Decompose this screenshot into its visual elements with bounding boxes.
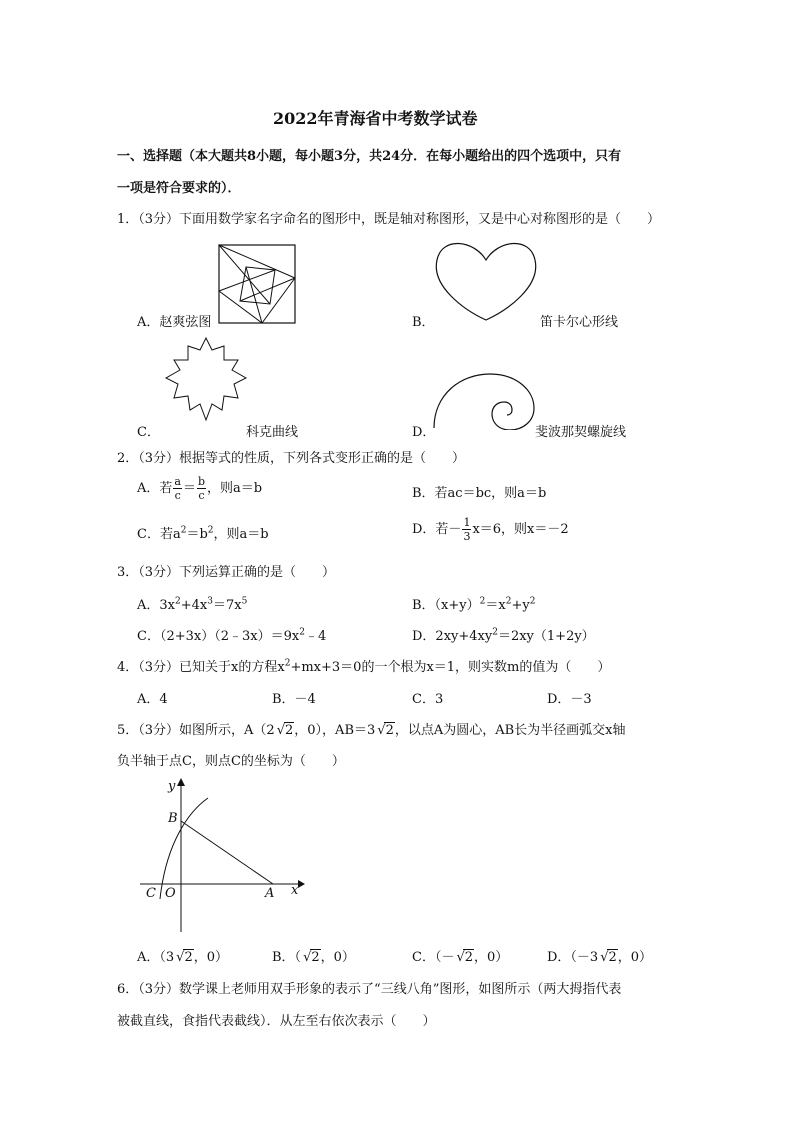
q2-d-num: 1 — [463, 516, 471, 529]
q5-l1-sqrt1: √2 — [276, 723, 294, 738]
q2-a-pre: A．若 — [137, 481, 173, 496]
q2-c-post: ，则a＝b — [213, 527, 269, 542]
q5-c-1: C．（－ — [412, 950, 455, 965]
q3-a-1: A．3x — [137, 598, 175, 613]
q3-a-4: 3 — [207, 596, 213, 607]
q2-option-d — [412, 516, 569, 543]
q5-coordinate-figure — [140, 774, 310, 934]
q3-b-4: 2 — [505, 596, 512, 607]
q2-c-sup1: 2 — [180, 525, 187, 536]
q5-option-d — [547, 946, 652, 965]
q5-option-a — [137, 946, 228, 965]
q1-option-d: D． — [412, 425, 436, 440]
q3-a-3: +4x — [180, 598, 208, 613]
q2-a-num1: a — [174, 475, 181, 488]
q3-b-5: +y — [511, 598, 530, 613]
q1-option-c: C． — [137, 425, 160, 440]
q5-c-sqrt: √2 — [456, 950, 474, 965]
page-title: 2022年青海省中考数学试卷 — [273, 109, 478, 128]
q5-b-sqrt: √2 — [303, 950, 320, 965]
q5-fig-y-label: y — [168, 779, 176, 794]
q3-c-3: ﹣4 — [304, 629, 327, 644]
q1-option-d-name: 斐波那契螺旋线 — [535, 425, 627, 440]
q2-d-den: 3 — [463, 530, 471, 543]
q5-b-2: ，0） — [320, 950, 355, 965]
q5-d-2: ，0） — [617, 950, 653, 965]
q1-stem: 1．（3分）下面用数学家名字命名的图形中，既是轴对称图形，又是中心对称图形的是（ ） — [117, 212, 661, 227]
q5-fig-c-label: C — [146, 886, 156, 901]
zhao-shuang-diagram — [218, 244, 296, 324]
q2-a-num2: b — [197, 475, 206, 488]
q2-c-sup2: 2 — [207, 525, 214, 536]
q2-a-den2: c — [198, 489, 205, 502]
q5-fig-a-label: A — [265, 886, 275, 901]
q5-l1-sqrt2: √2 — [377, 723, 394, 738]
q6-stem-line2: 被截直线，食指代表截线）．从左至右依次表示（ ） — [117, 1014, 436, 1029]
q3-c-1: C．（2+3x）（2﹣3x）＝9x — [137, 629, 300, 644]
q3-d-2: 2 — [492, 627, 498, 638]
q3-b-6: 2 — [529, 596, 536, 607]
q3-option-a — [137, 594, 247, 613]
q3-b-3: ＝x — [485, 598, 506, 613]
q2-option-b: B．若ac＝bc，则a＝b — [412, 486, 547, 501]
q3-b-2: 2 — [479, 596, 486, 607]
q5-option-b — [272, 946, 355, 965]
q1-option-b: B． — [412, 315, 435, 330]
section-heading-line1: 一、选择题（本大题共8小题，每小题3分，共24分．在每小题给出的四个选项中，只有 — [117, 149, 622, 164]
q1-option-b-name: 笛卡尔心形线 — [540, 315, 619, 330]
q5-b-1: B．（ — [272, 950, 302, 965]
q5-l1-b: ，0），AB＝3 — [294, 723, 376, 738]
q1-option-a: A．赵爽弦图 — [137, 315, 212, 330]
q4-option-c: C．3 — [412, 692, 444, 707]
q5-d-sqrt: √2 — [600, 950, 617, 965]
fibonacci-spiral — [430, 370, 538, 430]
q3-b-1: B．（x+y） — [412, 598, 480, 613]
q5-l1-c: ，以点A为圆心，AB长为半径画弧交x轴 — [394, 723, 626, 738]
q5-d-1: D．（－3 — [547, 950, 599, 965]
q4-option-a: A．4 — [137, 692, 168, 707]
q2-c-pre: C．若a — [137, 527, 181, 542]
q5-fig-x-label: x — [291, 883, 299, 898]
q3-option-b — [412, 594, 535, 613]
koch-curve — [162, 336, 250, 422]
q5-stem-line2: 负半轴于点C，则点C的坐标为（ ） — [117, 754, 345, 769]
q2-d-fraction — [462, 516, 471, 543]
q3-option-d — [412, 625, 595, 644]
q5-fig-o-label: O — [165, 886, 176, 901]
q3-d-3: ＝2xy（1+2y） — [497, 629, 595, 644]
q2-d-pre: D．若－ — [412, 522, 462, 537]
q2-option-c — [137, 523, 269, 542]
q2-c-mid: ＝b — [186, 527, 208, 542]
q4-stem — [117, 656, 610, 675]
q3-a-6: 5 — [241, 596, 248, 607]
q2-option-a — [137, 475, 262, 502]
q3-stem: 3．（3分）下列运算正确的是（ ） — [117, 565, 336, 580]
q2-a-fraction2 — [197, 475, 206, 502]
q6-stem-line1: 6．（3分）数学课上老师用双手形象的表示了“三线八角”图形，如图所示（两大拇指代表 — [117, 982, 622, 997]
q2-stem: 2．（3分）根据等式的性质，下列各式变形正确的是（ ） — [117, 451, 466, 466]
q4-option-b: B．－4 — [272, 692, 316, 707]
q3-option-c — [137, 625, 326, 644]
q5-l1-a: 5．（3分）如图所示，A（2 — [117, 723, 275, 738]
q4-stem-3: +mx+3＝0的一个根为x＝1，则实数m的值为（ ） — [290, 660, 611, 675]
q5-fig-b-label: B — [168, 811, 178, 826]
q1-option-c-name: 科克曲线 — [246, 425, 299, 440]
q2-a-fraction1 — [173, 475, 182, 502]
q4-stem-2: 2 — [284, 658, 291, 669]
q5-option-c — [412, 946, 508, 965]
q4-option-d: D．－3 — [547, 692, 592, 707]
q5-stem-line1 — [117, 719, 626, 738]
q3-d-1: D．2xy+4xy — [412, 629, 493, 644]
q5-a-sqrt: √2 — [176, 950, 193, 965]
q2-a-den1: c — [174, 489, 181, 502]
q5-a-1: A．（3 — [137, 950, 175, 965]
q5-c-2: ，0） — [474, 950, 509, 965]
q4-stem-1: 4．（3分）已知关于x的方程x — [117, 660, 285, 675]
q2-a-post: ，则a＝b — [207, 481, 263, 496]
section-heading-line2: 一项是符合要求的）． — [117, 181, 241, 196]
q2-d-post: x＝6，则x＝－2 — [472, 522, 569, 537]
q3-a-2: 2 — [175, 596, 181, 607]
q3-c-2: 2 — [299, 627, 305, 638]
cardioid-curve — [434, 238, 538, 322]
q3-a-5: ＝7x — [212, 598, 242, 613]
q5-a-2: ，0） — [193, 950, 229, 965]
q2-a-eq: ＝ — [182, 481, 196, 496]
